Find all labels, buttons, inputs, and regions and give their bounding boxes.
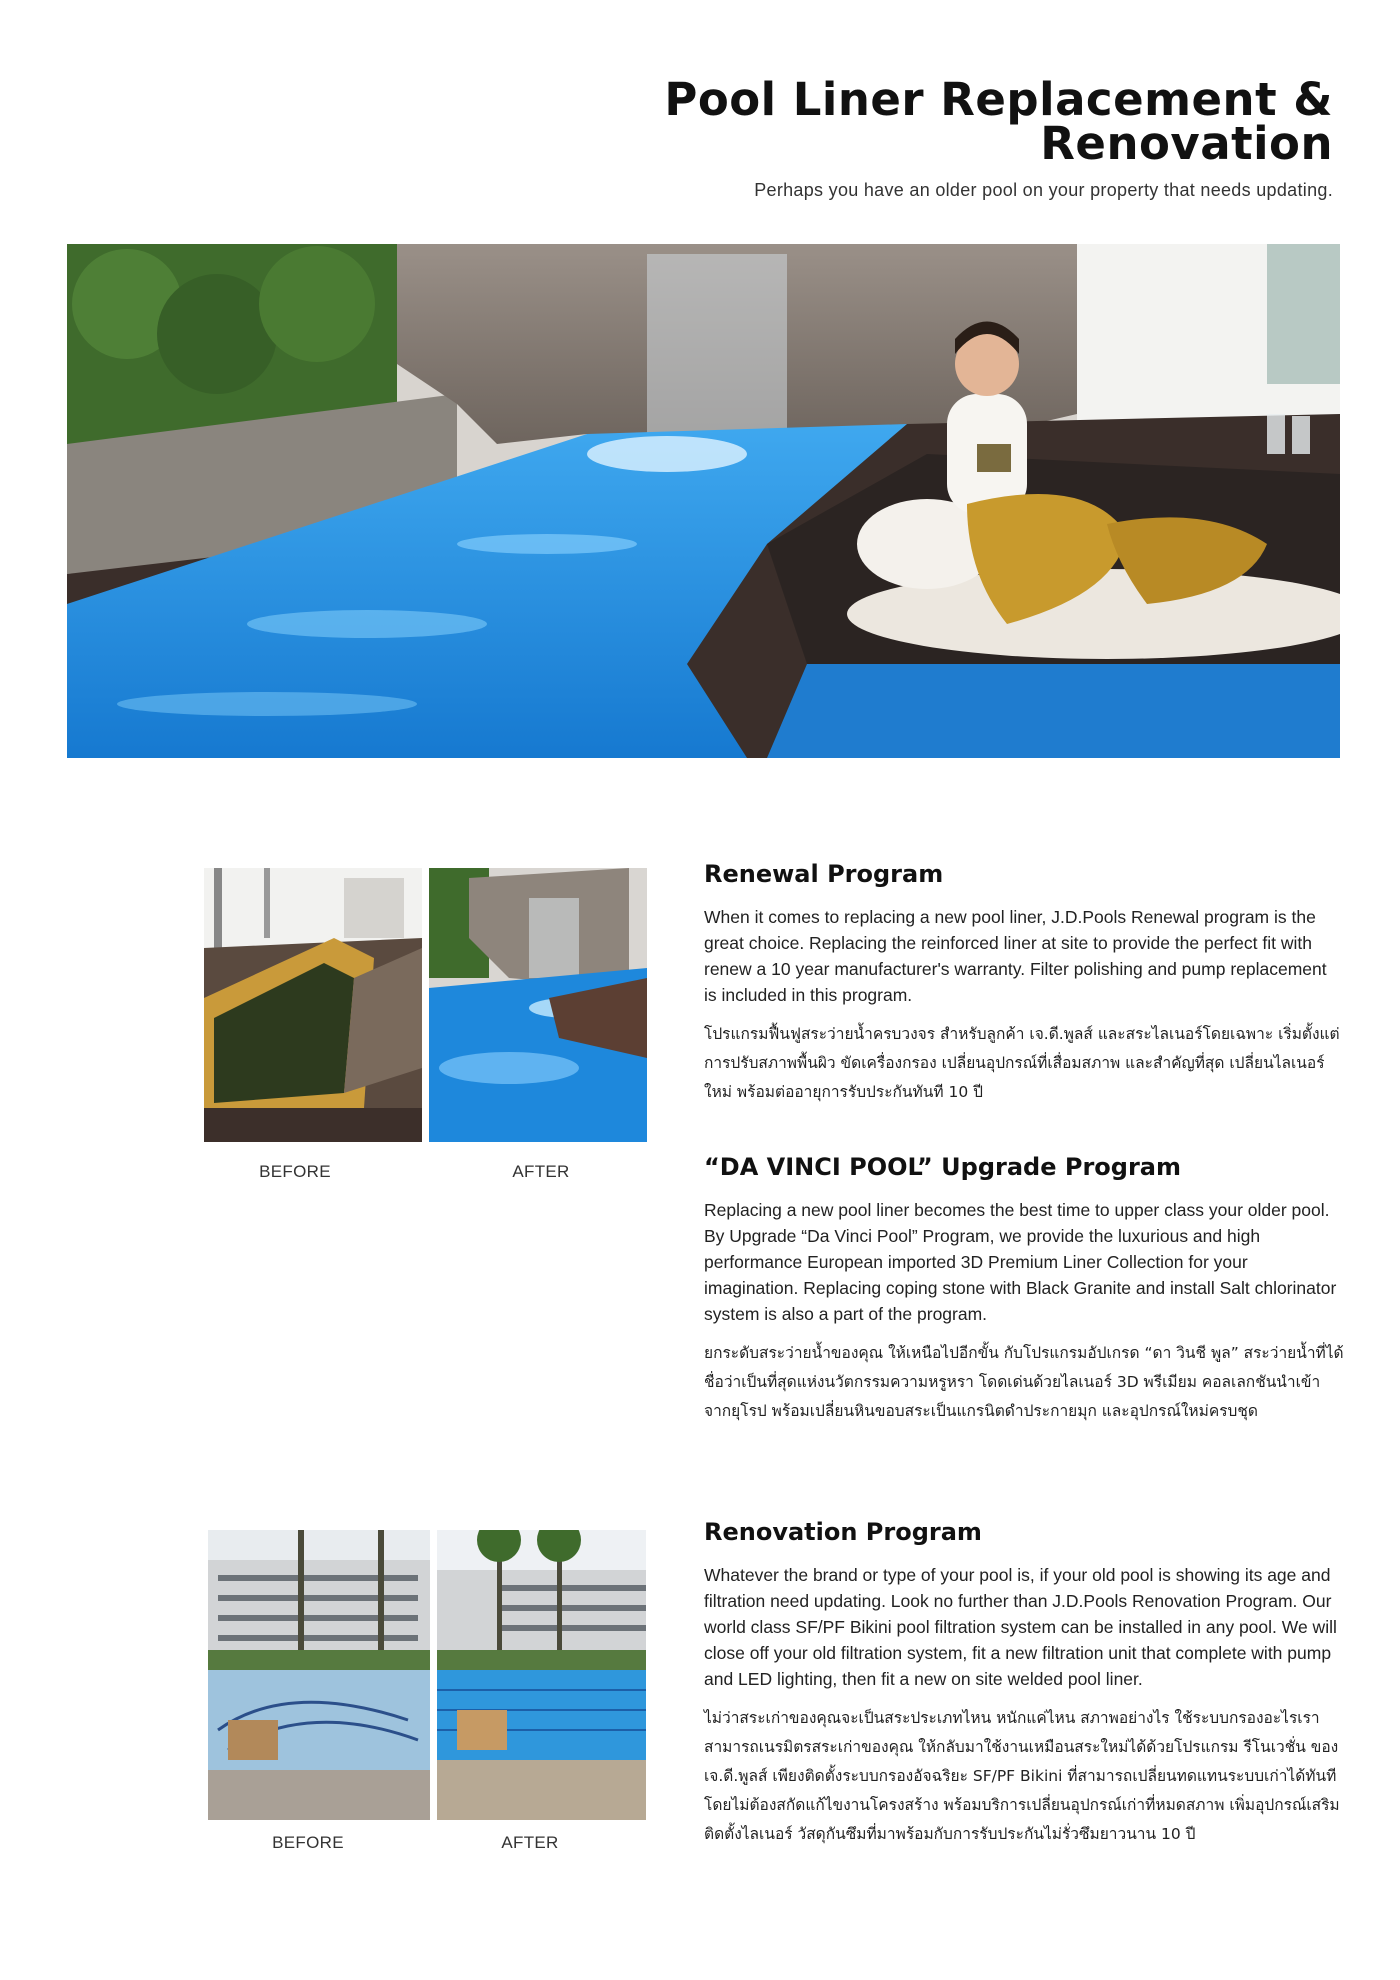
renewal-program-section	[704, 860, 1344, 1107]
page-title	[533, 73, 1333, 170]
renewal-program-title: Renewal Program	[704, 860, 944, 888]
renovation-program-english-text: Whatever the brand or type of your pool is, if your old pool is showing its age and filtration need updating. Look no further than J.D.Pools Renovation Program. Our world class SF/PF Bikini pool filtration system can be installed in any pool. We will close off your old filtration system, fit a new filtration unit that complete with pump and LED lighting, then fit a new on site welded pool liner.	[704, 1565, 1337, 1689]
da-vinci-upgrade-english-text: Replacing a new pool liner becomes the best time to upper class your older pool. By Upgrade “Da Vinci Pool” Program, we provide the luxurious and high performance European imported 3D Premium Liner Collection for your imagination. Replacing coping stone with Black Granite and install Salt chlorinator system is also a part of the program.	[704, 1200, 1337, 1324]
renovation-after-photo	[437, 1530, 646, 1820]
da-vinci-upgrade-title: “DA VINCI POOL” Upgrade Program	[704, 1153, 1181, 1181]
renewal-after-photo	[429, 868, 647, 1142]
renovation-program-thai-text: ไม่ว่าสระเก่าของคุณจะเป็นสระประเภทไหน หนักแค่ไหน สภาพอย่างไร ใช้ระบบกรองอะไรเราสามารถเนรมิตรสระเก่าของคุณ ให้กลับมาใช้งานเหมือนสระใหม่ได้ด้วยโปรแกรม รีโนเวชั่น ของ เจ.ดี.พูลส์ เพียงติดตั้งระบบกรองอัจฉริยะ SF/PF Bikini ที่สามารถเปลี่ยนทดแทนระบบเก่าได้ทันที โดยไม่ต้องสกัดแก้ไขงานโครงสร้าง พร้อมบริการเปลี่ยนอุปกรณ์เก่าที่หมดสภาพ เพิ่มอุปกรณ์เสริม ติดตั้งไลเนอร์ วัสดุกันซึมที่มาพร้อมกับการรับประกันไม่รั่วซึมยาวนาน 10 ปี	[704, 1709, 1340, 1843]
da-vinci-upgrade-section	[704, 1153, 1344, 1426]
renewal-before-photo	[204, 868, 422, 1142]
gallery-2-after-label: AFTER	[501, 1833, 559, 1852]
renewal-program-thai-text: โปรแกรมฟื้นฟูสระว่ายน้ำครบวงจร สำหรับลูกค้า เจ.ดี.พูลส์ และสระไลเนอร์โดยเฉพาะ เริ่มตั้งแต่การปรับสภาพพื้นผิว ขัดเครื่องกรอง เปลี่ยนอุปกรณ์ที่เสื่อมสภาพ และสำคัญที่สุด เปลี่ยนไลเนอร์ใหม่ พร้อมต่ออายุการรับประกันทันที 10 ปี	[704, 1025, 1340, 1101]
renovation-program-title: Renovation Program	[704, 1518, 982, 1546]
page-subtitle: Perhaps you have an older pool on your property that needs updating.	[754, 180, 1333, 200]
page-title-line-2: Renovation	[1040, 117, 1333, 170]
renovation-before-photo	[208, 1530, 430, 1820]
renewal-program-english-text: When it comes to replacing a new pool liner, J.D.Pools Renewal program is the great choice. Replacing the reinforced liner at site to provide the perfect fit with renew a 10 year manufacturer's warranty. Filter polishing and pump replacement is included in this program.	[704, 907, 1327, 1005]
gallery-2-before-label: BEFORE	[272, 1833, 344, 1852]
hero-pool-photo	[67, 244, 1340, 758]
gallery-1-after-label: AFTER	[512, 1162, 570, 1181]
da-vinci-upgrade-thai-text: ยกระดับสระว่ายน้ำของคุณ ให้เหนือไปอีกขั้น กับโปรแกรมอัปเกรด “ดา วินชี พูล” สระว่ายน้ำที่ได้ชื่อว่าเป็นที่สุดแห่งนวัตกรรมความหรูหรา โดดเด่นด้วยไลเนอร์ 3D พรีเมียม คอลเลกชันนำเข้าจากยุโรป พร้อมเปลี่ยนหินขอบสระเป็นแกรนิตดำประกายมุก และอุปกรณ์ใหม่ครบชุด	[704, 1344, 1344, 1420]
page-title-line-1: Pool Liner Replacement &	[664, 73, 1333, 126]
gallery-1-before-label: BEFORE	[259, 1162, 331, 1181]
renovation-program-section	[704, 1518, 1344, 1849]
